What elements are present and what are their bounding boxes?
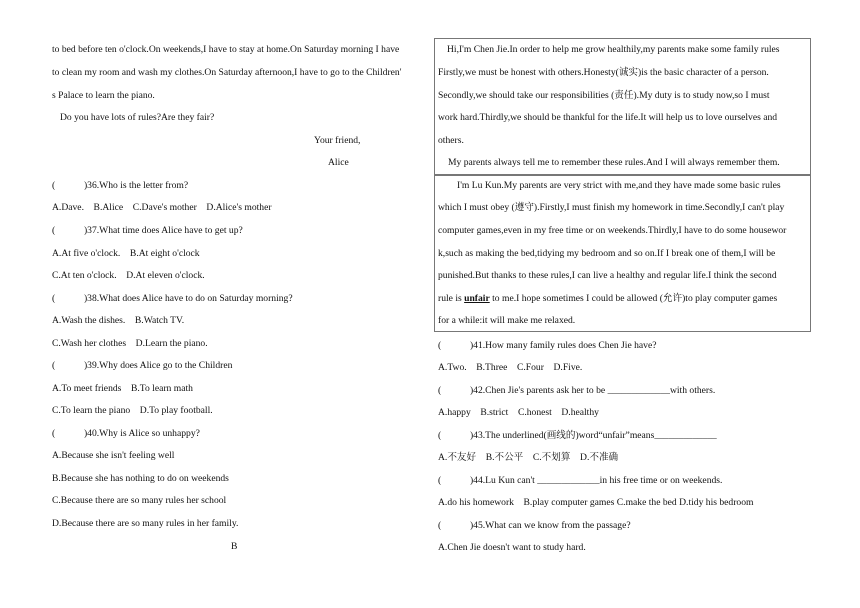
passage2-line: punished.But thanks to these rules,I can live a healthy and regular life.I think the second [438, 270, 777, 281]
question-43: ( )43.The underlined(画线的)word“unfair”means_____________ [438, 430, 717, 441]
options-45: A.Chen Jie doesn't want to study hard. [438, 542, 586, 553]
rule-suffix: to me.I hope sometimes I could be allowed (允许)to play computer games [489, 293, 778, 304]
passage1-line: Hi,I'm Chen Jie.In order to help me grow healthily,my parents make some family rules [447, 44, 780, 55]
options-38-b: C.Wash her clothes D.Learn the piano. [52, 338, 208, 349]
letter-line: to bed before ten o'clock.On weekends,I have to stay at home.On Saturday morning I have [52, 44, 400, 55]
passage2-rule-line [438, 293, 777, 305]
question-42: ( )42.Chen Jie's parents ask her to be _____________with others. [438, 385, 716, 396]
letter-closing: Your friend, [314, 135, 361, 146]
options-40-b: B.Because she has nothing to do on weekends [52, 473, 229, 484]
question-41: ( )41.How many family rules does Chen Jie have? [438, 340, 657, 351]
options-40-c: C.Because there are so many rules her school [52, 495, 227, 506]
options-43: A.不友好 B.不公平 C.不划算 D.不准确 [438, 452, 619, 463]
rule-prefix: rule is [438, 293, 465, 304]
passage2-line: for a while:it will make me relaxed. [438, 315, 576, 326]
question-44: ( )44.Lu Kun can't _____________in his free time or on weekends. [438, 475, 723, 486]
options-39-b: C.To learn the piano D.To play football. [52, 405, 213, 416]
options-42: A.happy B.strict C.honest D.healthy [438, 407, 599, 418]
letter-line: s Palace to learn the piano. [52, 90, 155, 101]
options-39-a: A.To meet friends B.To learn math [52, 383, 193, 394]
options-36: A.Dave. B.Alice C.Dave's mother D.Alice's mother [52, 202, 272, 213]
options-37-b: C.At ten o'clock. D.At eleven o'clock. [52, 270, 205, 281]
question-36: ( )36.Who is the letter from? [52, 180, 189, 191]
question-40: ( )40.Why is Alice so unhappy? [52, 428, 200, 439]
options-41: A.Two. B.Three C.Four D.Five. [438, 362, 583, 373]
question-37: ( )37.What time does Alice have to get up? [52, 225, 243, 236]
options-40-d: D.Because there are so many rules in her family. [52, 518, 239, 529]
letter-line: Do you have lots of rules?Are they fair? [60, 112, 215, 123]
options-38-a: A.Wash the dishes. B.Watch TV. [52, 315, 185, 326]
letter-signature: Alice [328, 157, 349, 168]
passage1-line: work hard.Thirdly,we should be thankful for the life.It will help us to love ourselves and [438, 112, 778, 123]
passage2-line: which I must obey (遵守).Firstly,I must finish my homework in time.Secondly,I can't play [438, 202, 785, 213]
question-38: ( )38.What does Alice have to do on Saturday morning? [52, 293, 293, 304]
passage1-line: others. [438, 135, 464, 146]
options-40-a: A.Because she isn't feeling well [52, 450, 175, 461]
passage1-line: Secondly,we should take our responsibilities (责任).My duty is to study now,so I must [438, 90, 770, 101]
passage2-line: k,such as making the bed,tidying my bedroom and so on.If I break one of them,I will be [438, 248, 776, 259]
passage-box-chen-jie [434, 38, 811, 175]
question-39: ( )39.Why does Alice go to the Children [52, 360, 233, 371]
underlined-word: unfair [464, 293, 490, 304]
options-37-a: A.At five o'clock. B.At eight o'clock [52, 248, 200, 259]
passage2-line: I'm Lu Kun.My parents are very strict with me,and they have made some basic rules [457, 180, 781, 191]
question-45: ( )45.What can we know from the passage? [438, 520, 631, 531]
passage1-line: My parents always tell me to remember these rules.And I will always remember them. [448, 157, 780, 168]
section-label: B [231, 541, 238, 552]
letter-line: to clean my room and wash my clothes.On Saturday afternoon,I have to go to the Children' [52, 67, 402, 78]
options-44: A.do his homework B.play computer games C.make the bed D.tidy his bedroom [438, 497, 754, 508]
passage2-line: computer games,even in my free time or on weekends.Thirdly,I have to do some housewor [438, 225, 787, 236]
passage1-line: Firstly,we must be honest with others.Honesty(诚实)is the basic character of a person. [438, 67, 769, 78]
